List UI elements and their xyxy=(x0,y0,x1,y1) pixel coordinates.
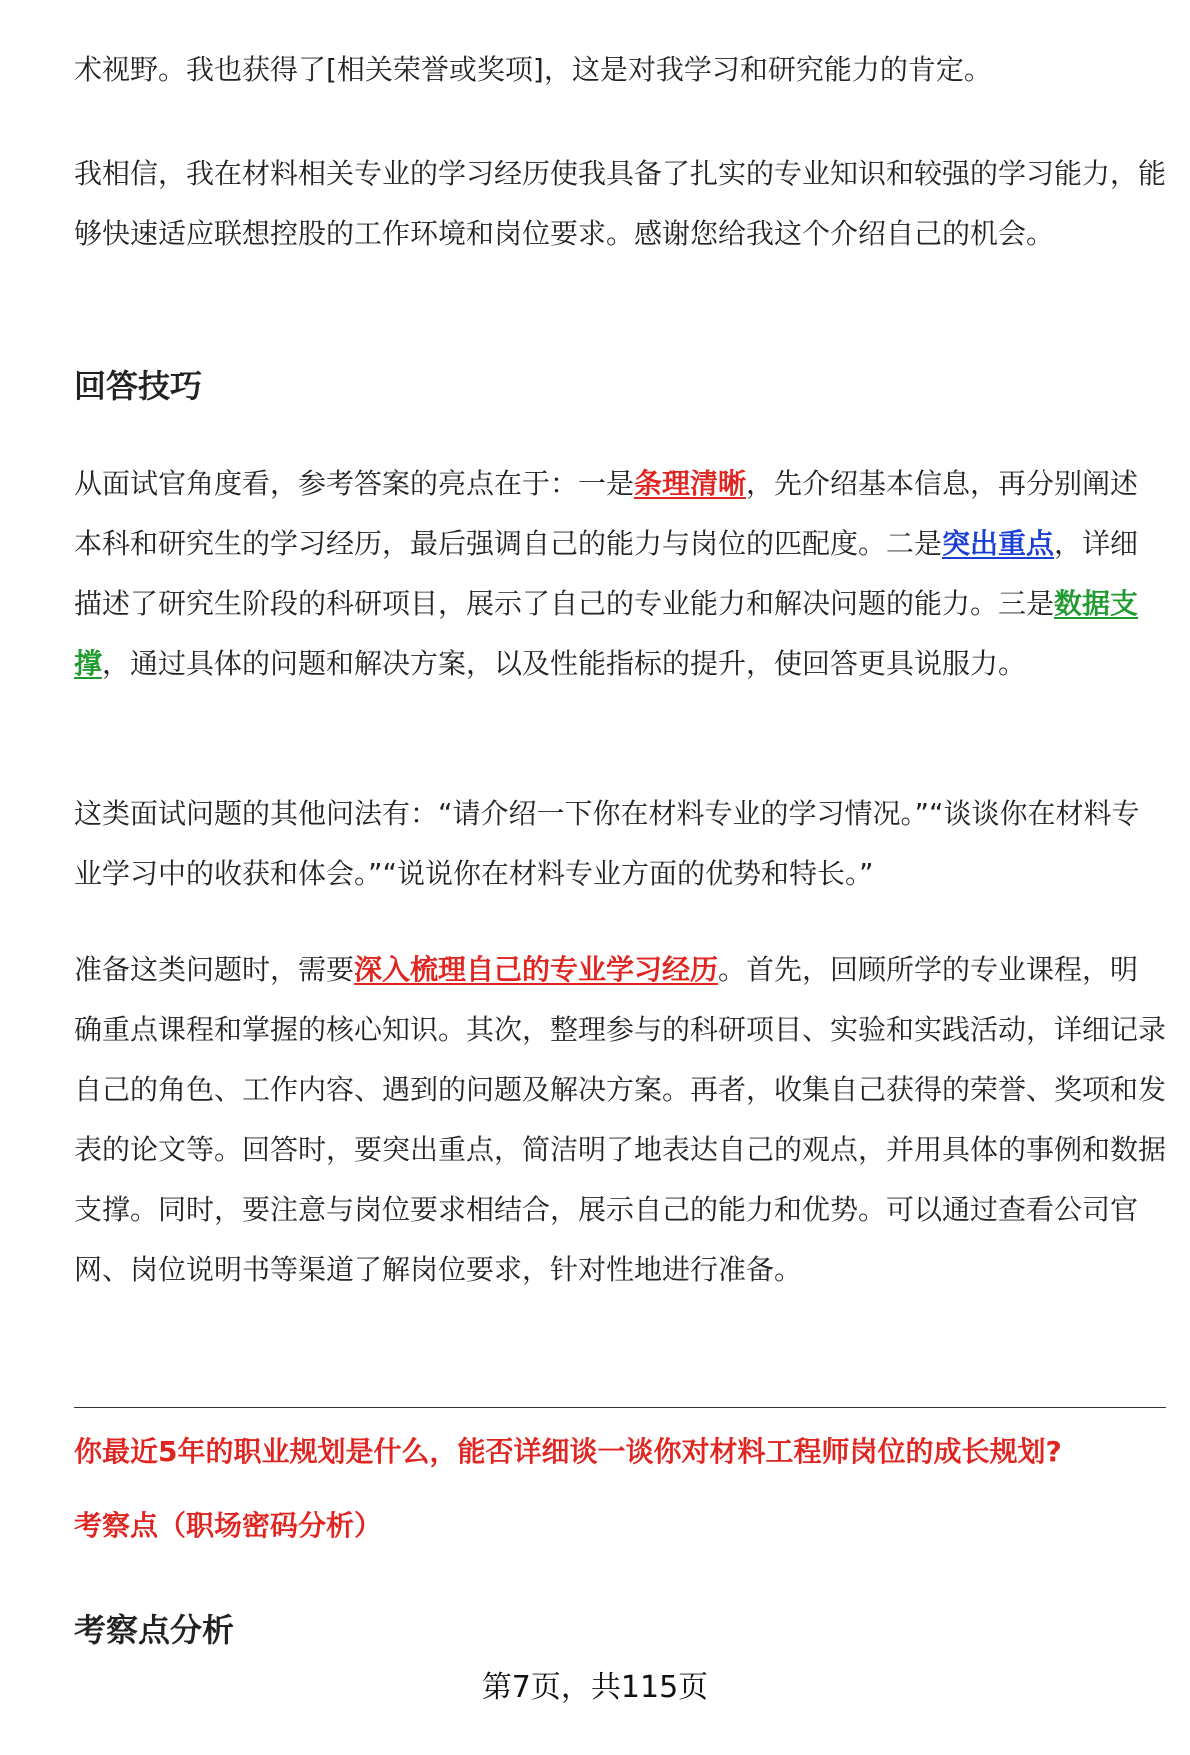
tips-text-2: ，先介绍基本信息，再分别阐述本科和研究生的学习经历，最后强调自己的能力与岗位的匹配度。二是 xyxy=(74,467,1139,560)
highlight-data-support: 数据支撑 xyxy=(74,587,1139,680)
heading-analysis: 考察点分析 xyxy=(74,1611,235,1649)
paragraph-prepare xyxy=(74,940,1166,1300)
heading-answer-tips: 回答技巧 xyxy=(74,367,203,405)
page-number-footer: 第7页，共115页 xyxy=(481,1670,709,1705)
tips-text-4: ，通过具体的问题和解决方案，以及性能指标的提升，使回答更具说服力。 xyxy=(102,647,1027,680)
highlight-key-points: 突出重点 xyxy=(942,527,1055,560)
prepare-text-2: 。首先，回顾所学的专业课程，明确重点课程和掌握的核心知识。其次，整理参与的科研项目、实验和实践活动，详细记录自己的角色、工作内容、遇到的问题及解决方案。再者，收集自己获得的荣誉、奖项和发表的论文等。回答时，要突出重点，简洁明了地表达自己的观点，并用具体的事例和数据支撑。同时，要注意与岗位要求相结合，展示自己的能力和优势。可以通过查看公司官网、岗位说明书等渠道了解岗位要求，针对性地进行准备。 xyxy=(74,953,1167,1286)
section-divider xyxy=(74,1407,1166,1408)
tips-text-3: ，详细描述了研究生阶段的科研项目，展示了自己的专业能力和解决问题的能力。三是 xyxy=(74,527,1139,620)
next-question-title: 你最近5年的职业规划是什么，能否详细谈一谈你对材料工程师岗位的成长规划? xyxy=(74,1435,1062,1468)
paragraph-top: 术视野。我也获得了[相关荣誉或奖项]，这是对我学习和研究能力的肯定。 xyxy=(74,53,992,86)
paragraph-belief: 我相信，我在材料相关专业的学习经历使我具备了扎实的专业知识和较强的学习能力，能够快速适应联想控股的工作环境和岗位要求。感谢您给我这个介绍自己的机会。 xyxy=(74,157,1167,250)
paragraph-tips xyxy=(74,454,1166,694)
tips-text-1: 从面试官角度看，参考答案的亮点在于：一是 xyxy=(74,467,635,500)
highlight-clear-structure: 条理清晰 xyxy=(634,467,747,500)
paragraph-other-asks: 这类面试问题的其他问法有：“请介绍一下你在材料专业的学习情况。”“谈谈你在材料专业学习中的收获和体会。”“说说你在材料专业方面的优势和特长。” xyxy=(74,797,1140,890)
next-question-subtitle: 考察点（职场密码分析） xyxy=(74,1509,383,1542)
prepare-text-1: 准备这类问题时，需要 xyxy=(74,953,355,986)
highlight-review-experience: 深入梳理自己的专业学习经历 xyxy=(354,953,719,986)
